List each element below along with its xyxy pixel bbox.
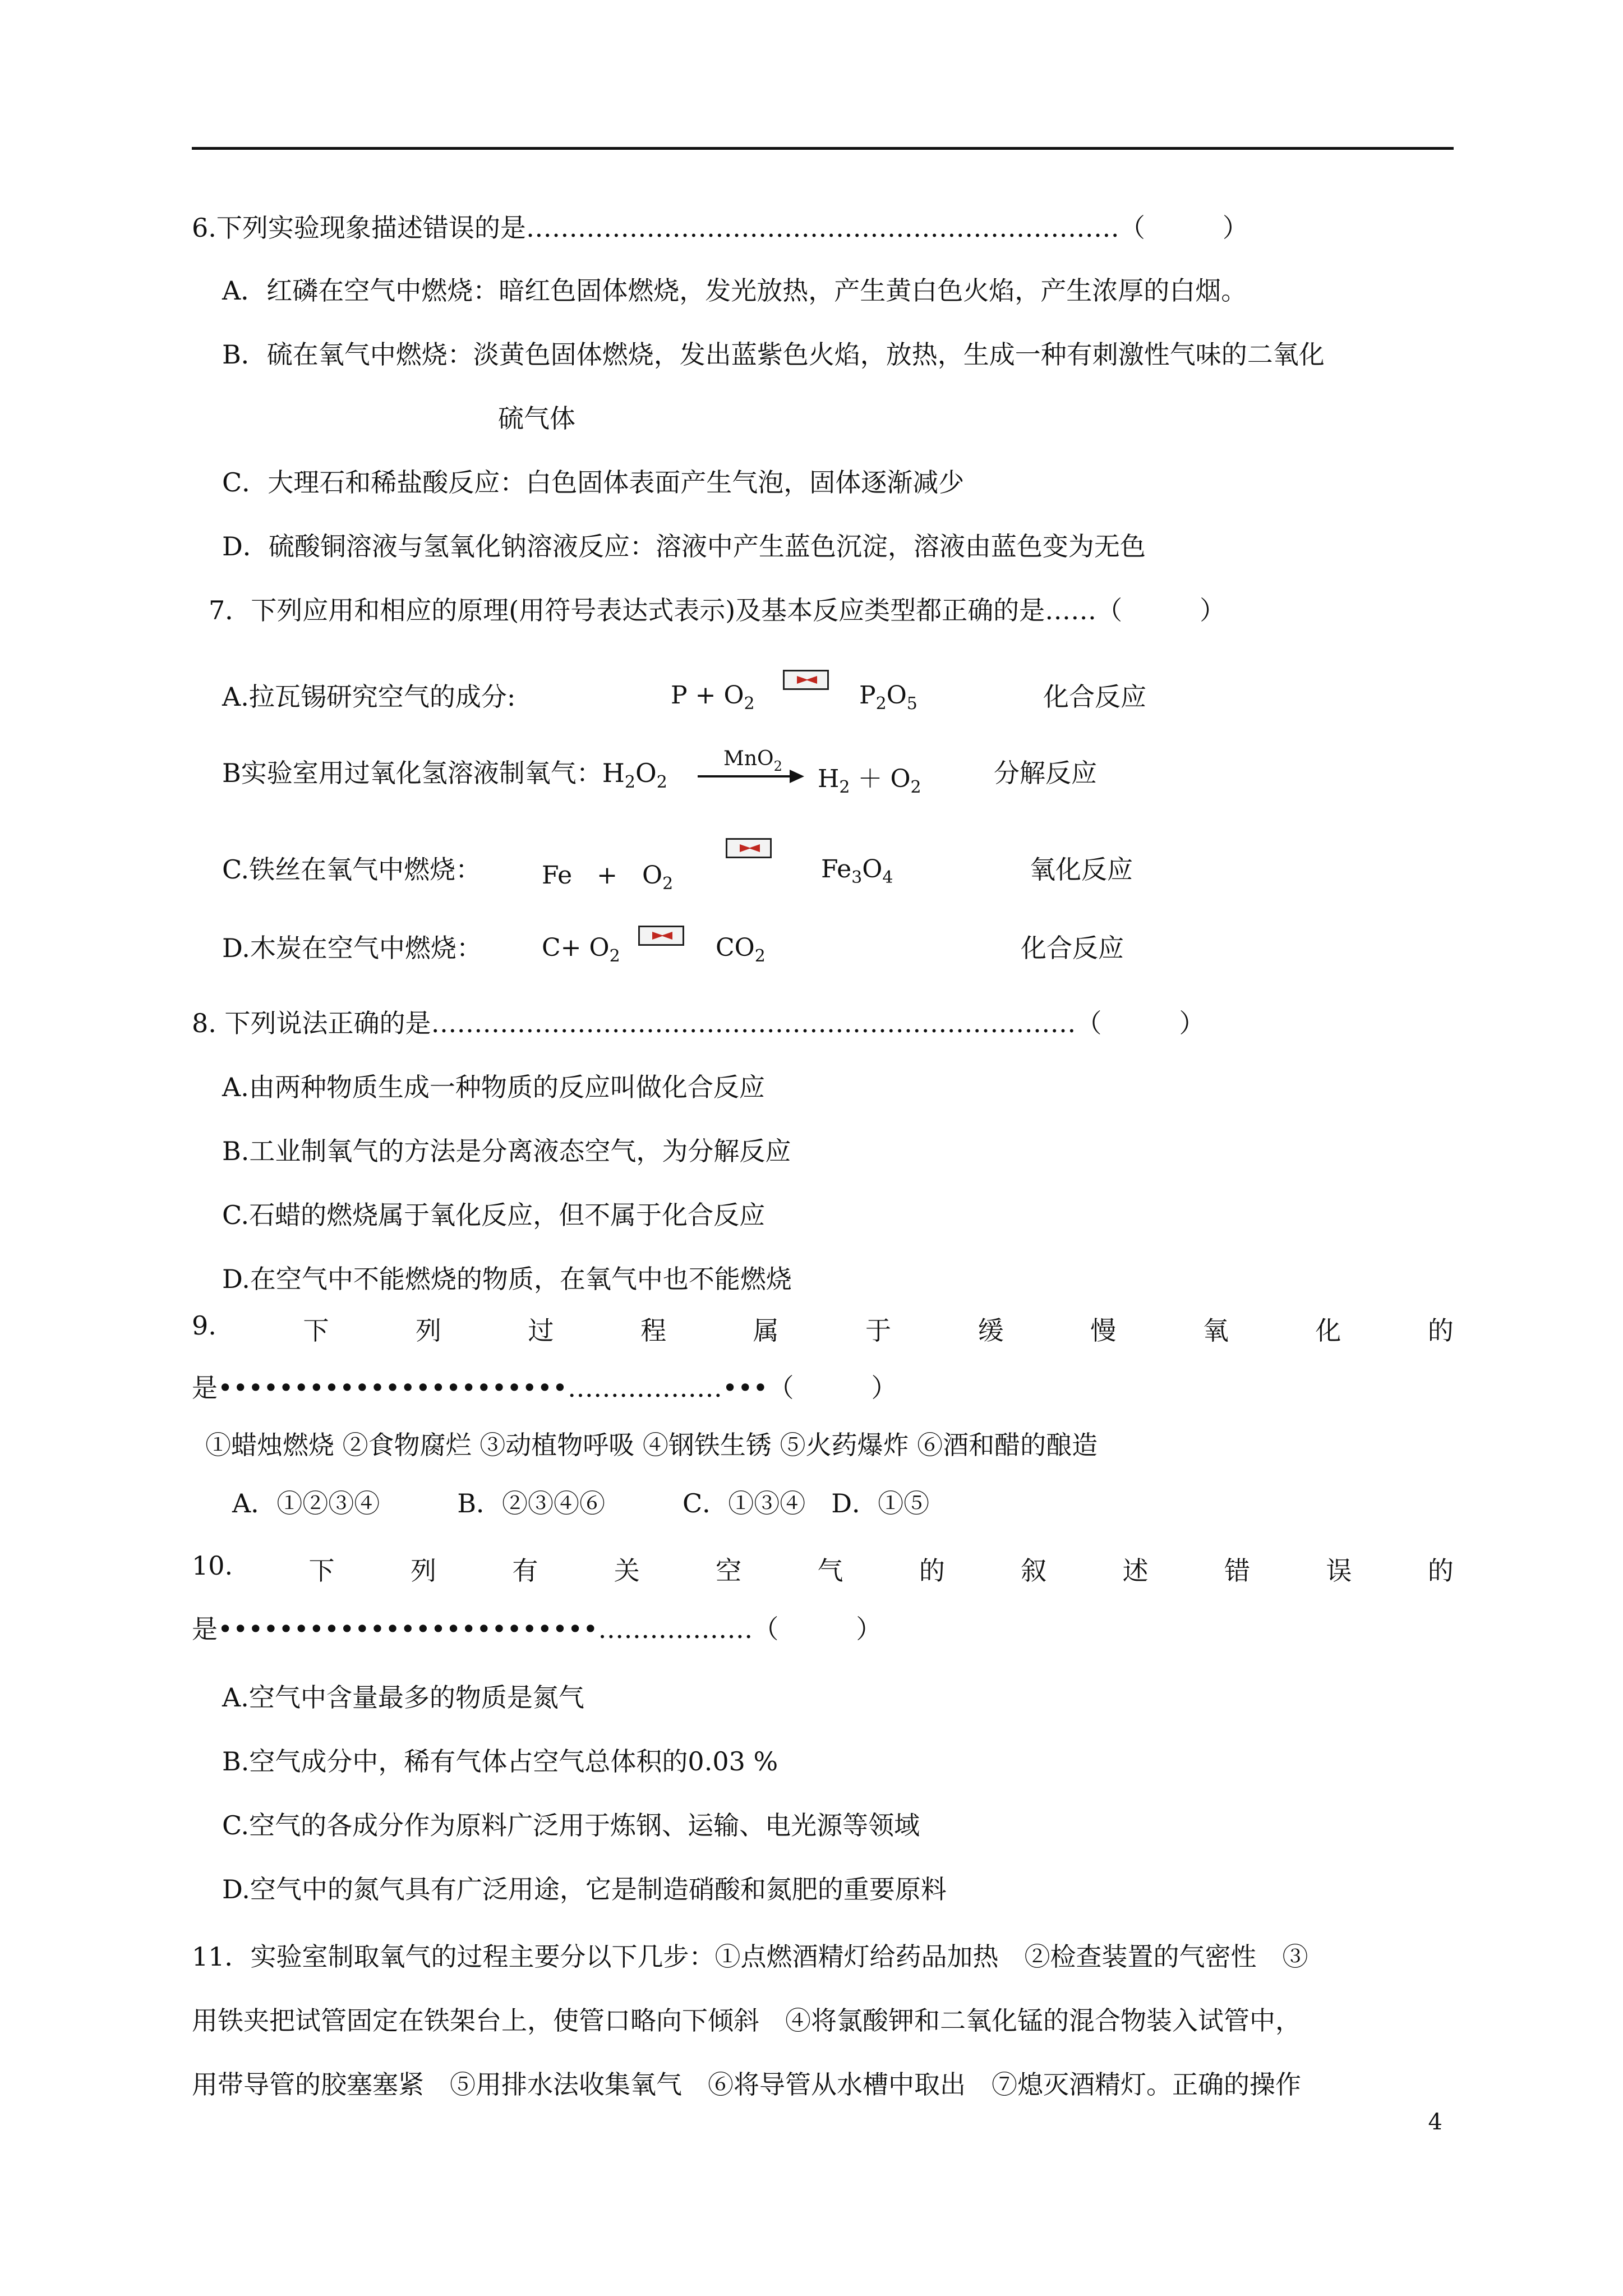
q11-line1: 11．实验室制取氧气的过程主要分以下几步：①点燃酒精灯给药品加热 ②检查装置的气密性 ③ — [192, 1941, 1308, 1972]
q9-stem-line1: 9. 下 列 过 程 属 于 缓 慢 氧 化 的 — [192, 1310, 1454, 1346]
q7-c-reactant: Fe + $O_2$ — [542, 861, 674, 894]
q6-option-b-line2: 硫气体 — [498, 403, 575, 434]
q7-a-product: $P_2O_5$ — [859, 681, 917, 714]
q10-option-a: A.空气中含量最多的物质是氮气 — [222, 1682, 584, 1713]
q7-a-reactant: $P + O_2$ — [671, 681, 755, 714]
q9-stem-line2: 是•••••••••••••••••••••••………………•••（ ） — [192, 1373, 897, 1403]
q6-option-c: C．大理石和稀盐酸反应：白色固体表面产生气泡，固体逐渐减少 — [222, 467, 965, 498]
q10-option-b: B.空气成分中，稀有气体占空气总体积的0.03 % — [222, 1746, 778, 1777]
q7-b-catalyst: MnO$_2$ — [723, 747, 782, 774]
q10-option-c: C.空气的各成分作为原料广泛用于炼钢、运输、电光源等领域 — [222, 1810, 920, 1841]
q8-option-d: D.在空气中不能燃烧的物质，在氧气中也不能燃烧 — [222, 1264, 792, 1294]
q7-d-label: D.木炭在空气中燃烧： — [222, 933, 482, 963]
q7-d-type: 化合反应 — [1021, 933, 1124, 963]
q7-b-label: B实验室用过氧化氢溶液制氧气：$H_2O_2$ — [222, 758, 667, 792]
q8-stem: 8. 下列说法正确的是…………………………………………………………………（ ） — [192, 1008, 1205, 1038]
condition-image-icon — [783, 670, 829, 690]
q8-option-a: A.由两种物质生成一种物质的反应叫做化合反应 — [222, 1072, 765, 1102]
page-number: 4 — [1428, 2109, 1442, 2135]
q7-a-type: 化合反应 — [1043, 682, 1146, 712]
q7-c-type: 氧化反应 — [1030, 854, 1133, 885]
q6-option-d: D．硫酸铜溶液与氢氧化钠溶液反应：溶液中产生蓝色沉淀，溶液由蓝色变为无色 — [222, 531, 1146, 562]
q7-b-product: $H_2 + O_2$ — [818, 765, 921, 797]
q10-option-d: D.空气中的氮气具有广泛用途，它是制造硝酸和氮肥的重要原料 — [222, 1874, 947, 1904]
header-rule — [192, 147, 1454, 150]
condition-image-icon — [726, 838, 772, 858]
q9-items: ①蜡烛燃烧 ②食物腐烂 ③动植物呼吸 ④钢铁生锈 ⑤火药爆炸 ⑥酒和醋的酿造 — [205, 1430, 1098, 1460]
q6-option-b-line1: B．硫在氧气中燃烧：淡黄色固体燃烧，发出蓝紫色火焰，放热，生成一种有刺激性气味的二氧化 — [222, 339, 1325, 370]
q11-line2: 用铁夹把试管固定在铁架台上，使管口略向下倾斜 ④将氯酸钾和二氧化锰的混合物装入试管中， — [192, 2005, 1301, 2036]
q6-option-a: A．红磷在空气中燃烧：暗红色固体燃烧，发光放热，产生黄白色火焰，产生浓厚的白烟。 — [222, 275, 1247, 306]
q9-options: A．①②③④ B．②③④⑥ C．①③④ D．①⑤ — [232, 1488, 930, 1519]
q7-stem: 7．下列应用和相应的原理(用符号表达式表示)及基本反应类型都正确的是……（ ） — [209, 595, 1226, 625]
q8-option-b: B.工业制氧气的方法是分离液态空气，为分解反应 — [222, 1136, 791, 1166]
q11-line3: 用带导管的胶塞塞紧 ⑤用排水法收集氧气 ⑥将导管从水槽中取出 ⑦熄灭酒精灯。正确的操作 — [192, 2069, 1301, 2100]
q8-option-c: C.石蜡的燃烧属于氧化反应，但不属于化合反应 — [222, 1200, 766, 1230]
q10-stem-line1: 10. 下 列 有 关 空 气 的 叙 述 错 误 的 — [192, 1550, 1454, 1586]
condition-image-icon — [638, 926, 684, 946]
q6-stem: 6.下列实验现象描述错误的是……………………………………………………………（ ） — [192, 213, 1248, 243]
q10-stem-line2: 是•••••••••••••••••••••••••………………（ ） — [192, 1614, 882, 1644]
q7-a-label: A.拉瓦锡研究空气的成分: — [222, 682, 516, 712]
q7-b-type: 分解反应 — [994, 758, 1097, 788]
q7-c-product: $Fe_3O_4$ — [821, 855, 893, 887]
q7-d-reactant: $C+ O_2$ — [542, 933, 620, 966]
reaction-arrow-icon — [698, 775, 802, 777]
q7-c-label: C.铁丝在氧气中燃烧： — [222, 854, 482, 885]
q7-d-product: $CO_2$ — [716, 933, 766, 966]
